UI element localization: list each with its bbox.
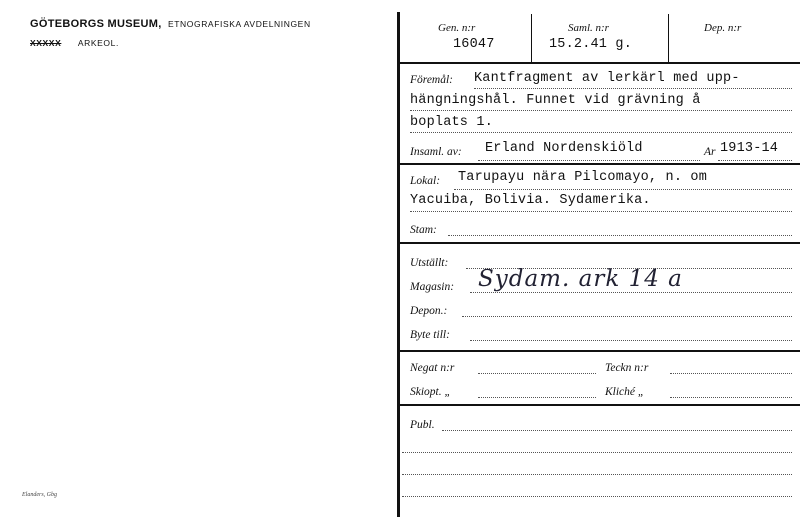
foremal-dotline-2	[410, 110, 792, 111]
insaml-label: Insaml. av:	[410, 146, 462, 158]
depon-label: Depon.:	[410, 305, 448, 317]
museum-header	[30, 18, 311, 30]
department-name: ETNOGRAFISKA AVDELNINGEN	[167, 19, 311, 29]
lokal-dotline-2	[410, 211, 792, 212]
foremal-label: Föremål:	[410, 74, 454, 86]
kliche-dotline	[670, 397, 792, 398]
utstallt-label: Utställt:	[410, 257, 449, 269]
ar-value: 1913-14	[720, 141, 779, 156]
publ-dotline-2	[402, 452, 792, 453]
section-name: ARKEOL.	[77, 38, 119, 48]
rule-after-status	[397, 350, 800, 352]
foremal-line-2: hängningshål. Funnet vid grävning å	[410, 93, 701, 108]
printer-mark: Elanders, Gbg	[22, 492, 57, 498]
box-divider-2	[668, 14, 669, 62]
publ-dotline-1	[442, 430, 792, 431]
foremal-dotline-3	[410, 132, 792, 133]
teckn-label: Teckn n:r	[605, 362, 649, 374]
negat-dotline	[478, 373, 596, 374]
rule-after-negat	[397, 404, 800, 406]
depon-dotline	[462, 316, 792, 317]
box-divider-1	[531, 14, 532, 62]
ar-label: Ar	[704, 146, 716, 158]
insaml-value: Erland Nordenskiöld	[485, 141, 643, 156]
skiopt-dotline	[478, 397, 596, 398]
rule-after-stam	[397, 242, 800, 244]
stam-dotline	[448, 235, 792, 236]
stam-label: Stam:	[410, 224, 437, 236]
main-vertical-rule	[397, 12, 400, 517]
museum-name: GÖTEBORGS MUSEUM,	[30, 18, 162, 30]
lokal-line-1: Tarupayu nära Pilcomayo, n. om	[458, 170, 708, 185]
dep-label: Dep. n:r	[704, 22, 742, 34]
teckn-dotline	[670, 373, 792, 374]
magasin-dotline	[470, 292, 792, 293]
magasin-value: Sydam. ark 14 a	[478, 266, 683, 292]
struck-word: XXXXX	[30, 38, 62, 48]
byte-dotline	[470, 340, 792, 341]
publ-label: Publ.	[410, 419, 435, 431]
section-header	[30, 38, 119, 48]
byte-label: Byte till:	[410, 329, 450, 341]
kliche-label: Kliché „	[605, 386, 645, 398]
gen-value: 16047	[453, 37, 495, 52]
rule-after-insaml	[397, 163, 800, 165]
foremal-dotline-1	[474, 88, 792, 89]
skiopt-label: Skiopt. „	[410, 386, 451, 398]
saml-label: Saml. n:r	[568, 22, 609, 34]
insaml-dotline	[478, 160, 700, 161]
gen-label: Gen. n:r	[438, 22, 476, 34]
publ-dotline-3	[402, 474, 792, 475]
foremal-line-1: Kantfragment av lerkärl med upp-	[474, 71, 740, 86]
publ-dotline-4	[402, 496, 792, 497]
magasin-label: Magasin:	[410, 281, 455, 293]
lokal-dotline-1	[454, 189, 792, 190]
rule-after-top-fields	[397, 62, 800, 64]
saml-value: 15.2.41 g.	[549, 37, 633, 52]
ar-dotline	[718, 160, 792, 161]
lokal-label: Lokal:	[410, 175, 441, 187]
foremal-line-3: boplats 1.	[410, 115, 494, 130]
negat-label: Negat n:r	[410, 362, 455, 374]
lokal-line-2: Yacuiba, Bolivia. Sydamerika.	[410, 193, 651, 208]
